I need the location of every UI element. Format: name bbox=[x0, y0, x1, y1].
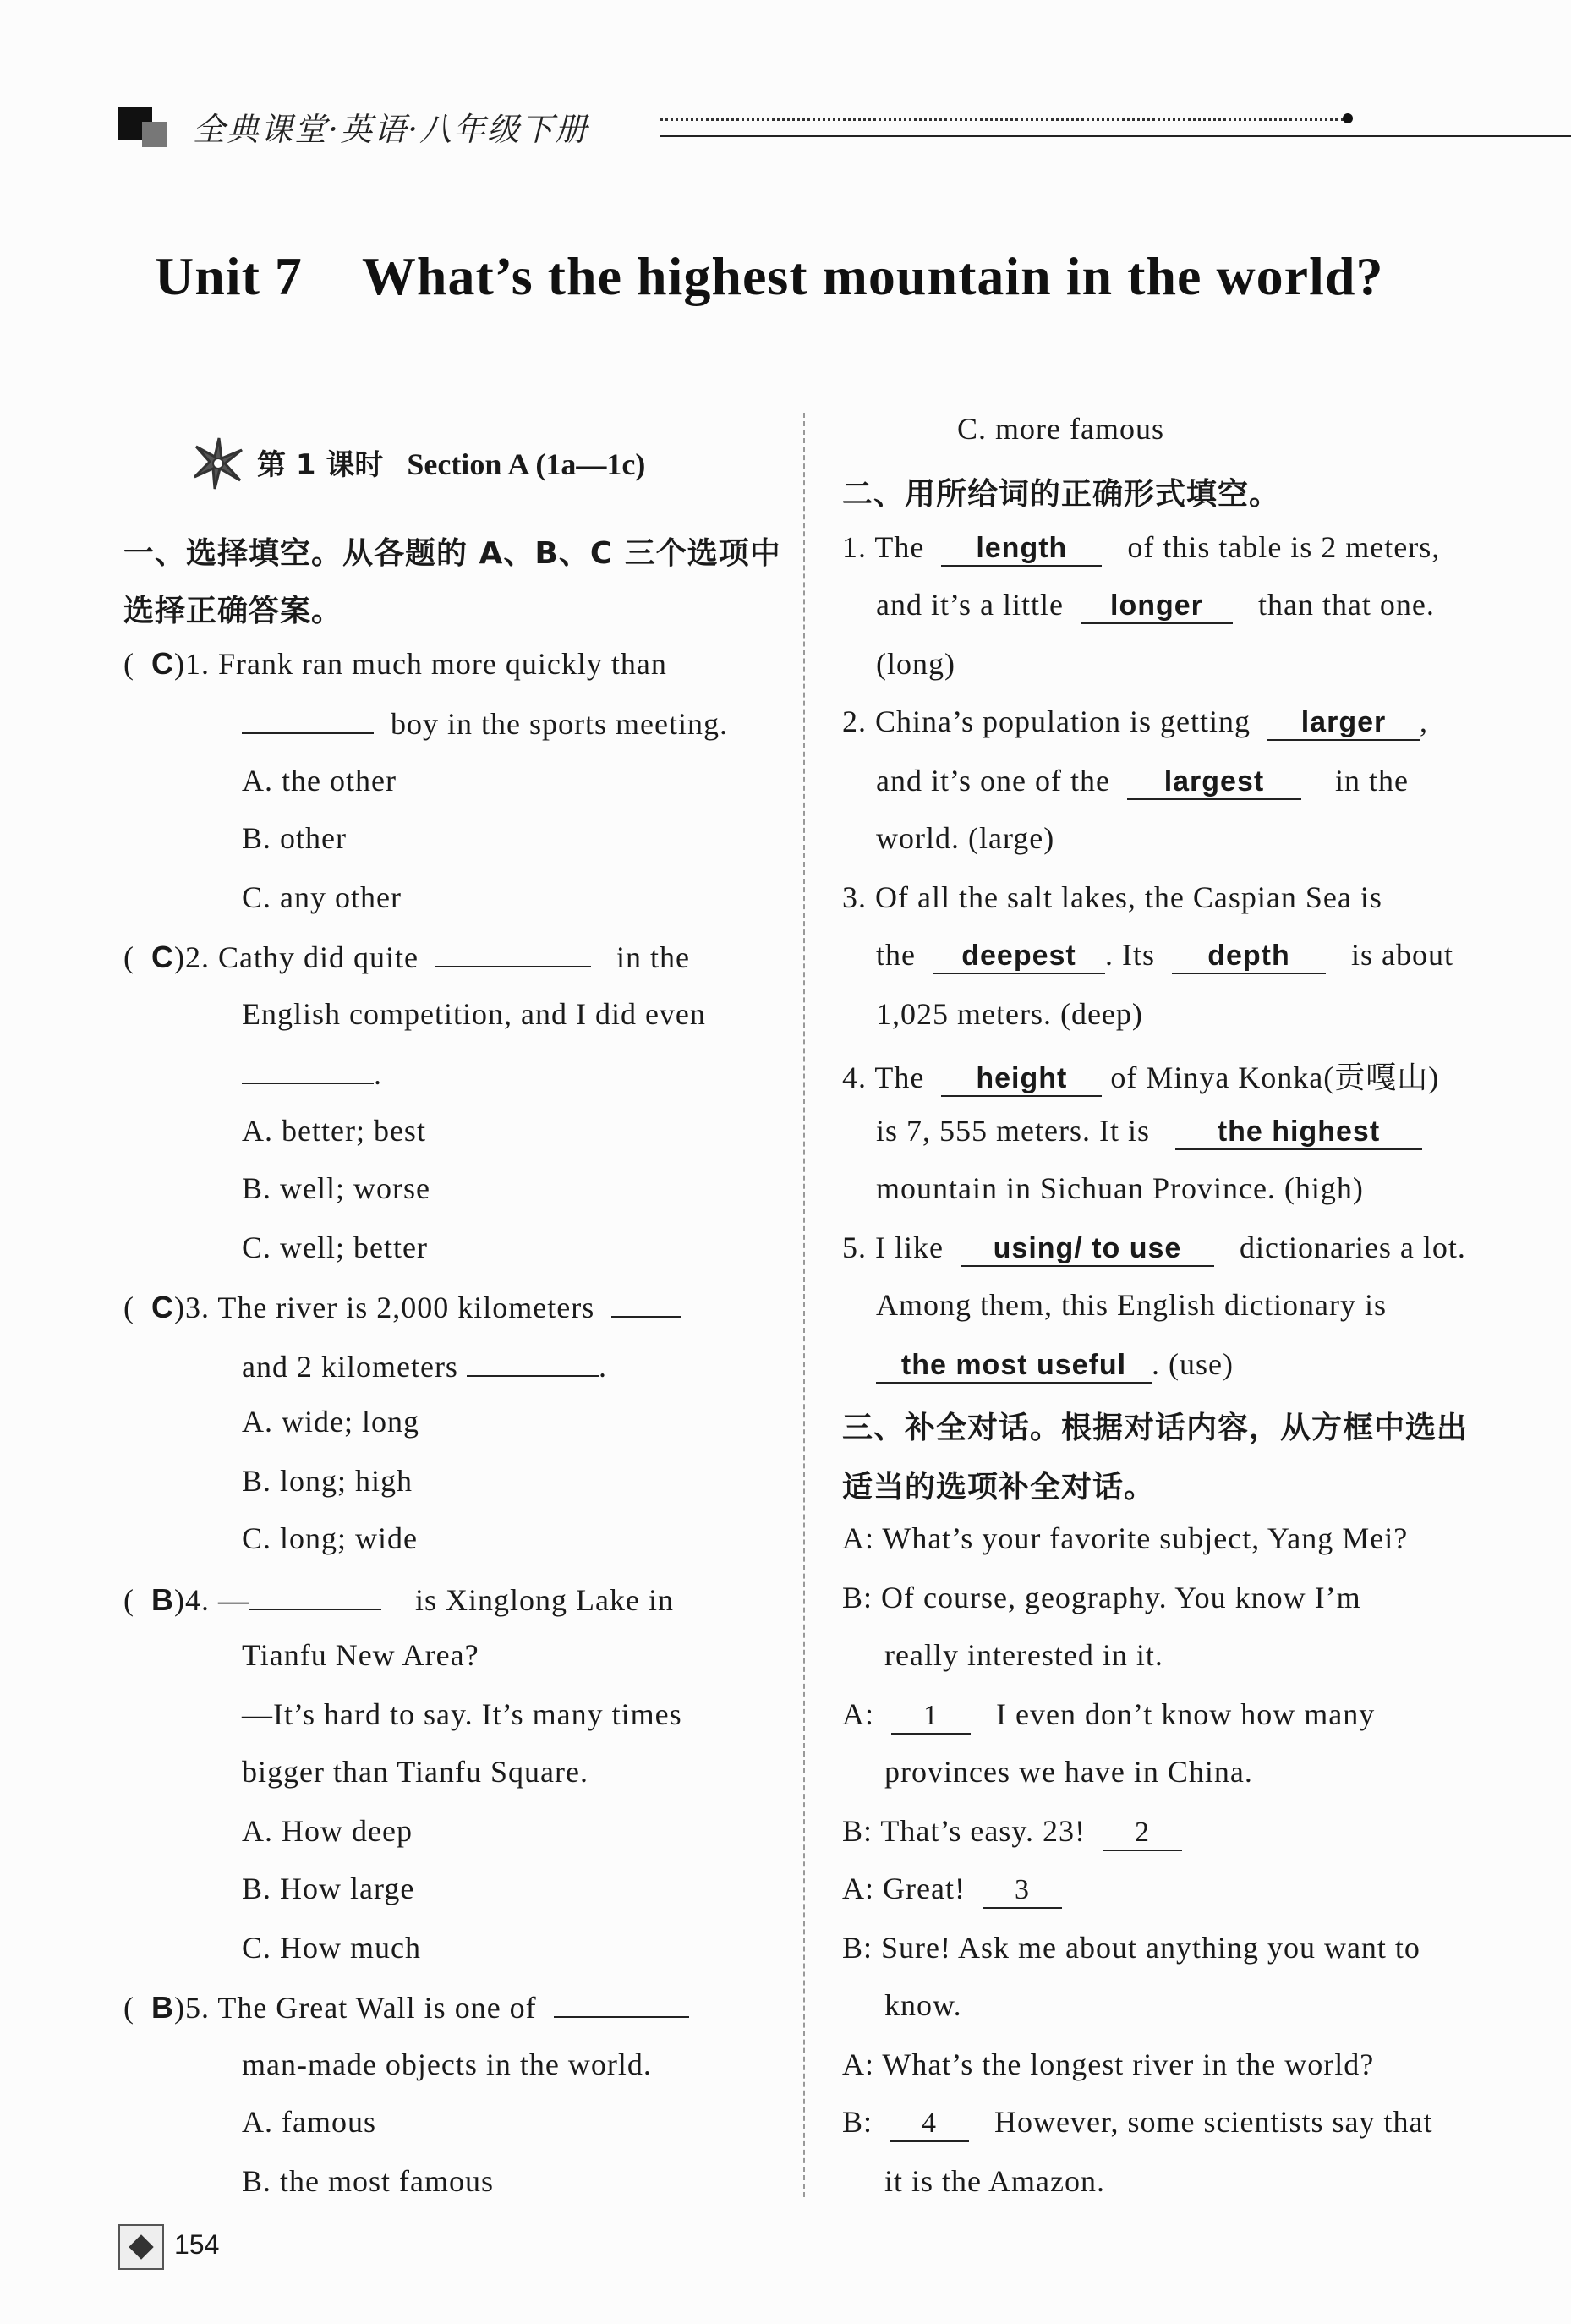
d3-speaker: A: bbox=[842, 1697, 874, 1731]
lesson-section: Section A (1a—1c) bbox=[407, 447, 646, 481]
q3-option-c[interactable]: C. long; wide bbox=[242, 1521, 418, 1555]
header-title: 全典课堂·英语·八年级下册 bbox=[193, 111, 589, 148]
q5-option-b[interactable]: B. the most famous bbox=[242, 2164, 494, 2198]
q2-line2: English competition, and I did even bbox=[242, 997, 706, 1031]
part2-item-2 bbox=[842, 704, 1428, 741]
q4-option-a[interactable]: A. How deep bbox=[242, 1814, 413, 1848]
s2-text-c: and it’s one of the bbox=[876, 764, 1110, 798]
dialog-line-3-cont: provinces we have in China. bbox=[884, 1755, 1253, 1789]
q3-blank-1[interactable] bbox=[611, 1287, 681, 1318]
part1-heading: 一、选择填空。从各题的 A、B、C 三个选项中 bbox=[123, 536, 781, 571]
q3-option-a[interactable]: A. wide; long bbox=[242, 1405, 419, 1439]
q1-option-a[interactable]: A. the other bbox=[242, 764, 397, 798]
s5-answer-1[interactable]: using/ to use bbox=[961, 1231, 1214, 1267]
s5-line2: Among them, this English dictionary is bbox=[876, 1288, 1387, 1322]
s4-answer-1[interactable]: height bbox=[941, 1061, 1102, 1097]
s1-text-d: than that one. bbox=[1257, 588, 1435, 622]
s1-text-c: and it’s a little bbox=[876, 588, 1064, 622]
q5-answer[interactable]: B bbox=[151, 1990, 174, 2025]
s4-text-c: is 7, 555 meters. It is bbox=[876, 1114, 1150, 1148]
q3-answer[interactable]: C bbox=[151, 1290, 174, 1324]
d8-speaker: B: bbox=[842, 2105, 873, 2139]
s3-text-a: the bbox=[876, 938, 916, 972]
unit-title bbox=[155, 245, 1383, 308]
q3-stem-cont: and 2 kilometers bbox=[242, 1350, 458, 1384]
q1-stem-cont: boy in the sports meeting. bbox=[391, 707, 728, 741]
q5-stem: )5. The Great Wall is one of bbox=[174, 1991, 537, 2025]
s4-text-b: of Minya Konka(贡嘎山) bbox=[1110, 1061, 1440, 1094]
q2-option-b[interactable]: B. well; worse bbox=[242, 1171, 430, 1205]
q2-blank-1[interactable] bbox=[435, 937, 591, 967]
s5-text-b: dictionaries a lot. bbox=[1239, 1231, 1466, 1264]
part3-heading: 三、补全对话。根据对话内容，从方框中选出 bbox=[842, 1411, 1469, 1445]
dialog-line-8-cont: it is the Amazon. bbox=[884, 2164, 1105, 2198]
s3-text-c: is about bbox=[1350, 938, 1453, 972]
dialog-blank-4[interactable]: 4 bbox=[890, 2107, 969, 2142]
s4-line3: mountain in Sichuan Province. (high) bbox=[876, 1171, 1364, 1205]
lesson-label: 第 1 课时 bbox=[257, 448, 384, 482]
s5-line3 bbox=[876, 1346, 1234, 1384]
s1-answer-1[interactable]: length bbox=[941, 531, 1102, 567]
q2-option-a[interactable]: A. better; best bbox=[242, 1114, 426, 1148]
d5-text: A: Great! bbox=[842, 1872, 966, 1905]
question-1: ( C)1. Frank ran much more quickly than bbox=[123, 646, 667, 681]
d3-text: I even don’t know how many bbox=[996, 1697, 1376, 1731]
question-2: ( C)2. Cathy did quite in the bbox=[123, 937, 690, 975]
s2-text-d: in the bbox=[1334, 764, 1409, 798]
q4-line3: —It’s hard to say. It’s many times bbox=[242, 1697, 682, 1731]
q3-option-b[interactable]: B. long; high bbox=[242, 1464, 413, 1498]
d8-text: However, some scientists say that bbox=[994, 2105, 1433, 2139]
s2-answer-2[interactable]: largest bbox=[1127, 765, 1301, 800]
s1-line2 bbox=[876, 587, 1435, 624]
part2-item-5 bbox=[842, 1230, 1466, 1267]
q1-option-c[interactable]: C. any other bbox=[242, 880, 402, 914]
dialog-line-7: A: What’s the longest river in the world? bbox=[842, 2047, 1375, 2081]
q1-answer[interactable]: C bbox=[151, 646, 174, 681]
d4-text: B: That’s easy. 23! bbox=[842, 1814, 1086, 1848]
q4-line2: Tianfu New Area? bbox=[242, 1638, 479, 1672]
q2-option-c[interactable]: C. well; better bbox=[242, 1231, 428, 1264]
s3-text-b: . Its bbox=[1104, 938, 1155, 972]
page-number: 154 bbox=[174, 2229, 220, 2260]
s1-text-a: 1. The bbox=[842, 530, 925, 564]
q2-period: . bbox=[374, 1057, 382, 1091]
q4-stem: )4. — bbox=[174, 1583, 249, 1617]
s5-text-c: . (use) bbox=[1152, 1347, 1234, 1381]
q4-option-c[interactable]: C. How much bbox=[242, 1931, 421, 1965]
dialog-line-1: A: What’s your favorite subject, Yang Mei? bbox=[842, 1521, 1409, 1555]
unit-number: Unit 7 bbox=[155, 246, 303, 306]
s2-line2 bbox=[876, 763, 1409, 800]
header-block-shade-icon bbox=[142, 122, 167, 147]
s4-text-a: 4. The bbox=[842, 1061, 925, 1094]
s4-answer-2[interactable]: the highest bbox=[1175, 1115, 1422, 1150]
page-number-badge bbox=[118, 2224, 164, 2270]
dialog-line-8 bbox=[842, 2104, 1432, 2142]
q5-option-c[interactable]: C. more famous bbox=[957, 412, 1164, 446]
q4-blank[interactable] bbox=[249, 1580, 381, 1610]
q4-line4: bigger than Tianfu Square. bbox=[242, 1755, 588, 1789]
dialog-line-4 bbox=[842, 1813, 1182, 1851]
s5-text-a: 5. I like bbox=[842, 1231, 944, 1264]
q1-blank[interactable] bbox=[242, 704, 374, 734]
q4-option-b[interactable]: B. How large bbox=[242, 1872, 415, 1905]
q4-answer[interactable]: B bbox=[151, 1582, 174, 1617]
dialog-blank-2[interactable]: 2 bbox=[1103, 1816, 1182, 1851]
q2-answer[interactable]: C bbox=[151, 940, 174, 974]
question-5: ( B)5. The Great Wall is one of bbox=[123, 1987, 689, 2025]
q5-blank[interactable] bbox=[554, 1987, 689, 2018]
dialog-line-2-cont: really interested in it. bbox=[884, 1638, 1163, 1672]
q2-blank-2[interactable] bbox=[242, 1054, 374, 1084]
s2-line3: world. (large) bbox=[876, 821, 1055, 855]
q5-option-a[interactable]: A. famous bbox=[242, 2105, 376, 2139]
q2-stem: )2. Cathy did quite bbox=[174, 940, 419, 974]
s3-line2 bbox=[876, 937, 1453, 974]
dialog-line-6-cont: know. bbox=[884, 1988, 962, 2022]
q4-stem-b: is Xinglong Lake in bbox=[415, 1583, 674, 1617]
q1-option-b[interactable]: B. other bbox=[242, 821, 347, 855]
part1-heading-cont: 选择正确答案。 bbox=[123, 594, 343, 628]
s4-line2 bbox=[876, 1113, 1422, 1150]
part2-item-4 bbox=[842, 1054, 1439, 1097]
question-3: ( C)3. The river is 2,000 kilometers bbox=[123, 1287, 681, 1325]
q3-blank-2[interactable] bbox=[467, 1346, 599, 1377]
diamond-icon bbox=[129, 2234, 153, 2259]
s3-line3: 1,025 meters. (deep) bbox=[876, 997, 1143, 1031]
part2-heading: 二、用所给词的正确形式填空。 bbox=[842, 477, 1281, 512]
q3-period: . bbox=[598, 1350, 607, 1384]
q3-stem: )3. The river is 2,000 kilometers bbox=[174, 1291, 595, 1324]
column-divider bbox=[803, 413, 805, 2197]
q3-line2 bbox=[242, 1346, 607, 1384]
s1-answer-2[interactable]: longer bbox=[1081, 589, 1233, 624]
part3-heading-cont: 适当的选项补全对话。 bbox=[842, 1470, 1156, 1505]
s2-text-b: , bbox=[1419, 704, 1428, 738]
dialog-blank-1[interactable]: 1 bbox=[891, 1699, 971, 1735]
header-dotted-rule bbox=[660, 118, 1344, 121]
star-flower-icon bbox=[189, 433, 249, 492]
q1-stem: )1. Frank ran much more quickly than bbox=[174, 647, 667, 681]
header-rule bbox=[660, 135, 1571, 137]
dialog-blank-3[interactable]: 3 bbox=[983, 1873, 1062, 1909]
q1-line2 bbox=[242, 704, 728, 742]
s2-answer-1[interactable]: larger bbox=[1267, 705, 1420, 741]
q2-stem-b: in the bbox=[616, 940, 690, 974]
s1-line3: (long) bbox=[876, 647, 955, 681]
header-dot-icon bbox=[1343, 113, 1353, 123]
part2-item-3: 3. Of all the salt lakes, the Caspian Sea is bbox=[842, 880, 1382, 914]
q5-line2: man-made objects in the world. bbox=[242, 2047, 652, 2081]
s3-answer-2[interactable]: depth bbox=[1172, 939, 1326, 974]
s5-answer-2[interactable]: the most useful bbox=[876, 1348, 1152, 1384]
question-4: ( B)4. — is Xinglong Lake in bbox=[123, 1580, 674, 1618]
unit-title-text: What’s the highest mountain in the world? bbox=[361, 246, 1384, 306]
dialog-line-3 bbox=[842, 1696, 1375, 1735]
s1-text-b: of this table is 2 meters, bbox=[1127, 530, 1441, 564]
part2-item-1 bbox=[842, 529, 1440, 567]
lesson-header bbox=[189, 430, 731, 489]
s2-text-a: 2. China’s population is getting bbox=[842, 704, 1251, 738]
q2-line3 bbox=[242, 1054, 382, 1092]
dialog-line-5 bbox=[842, 1871, 1062, 1909]
page-header bbox=[118, 100, 1505, 159]
dialog-line-2: B: Of course, geography. You know I’m bbox=[842, 1581, 1361, 1614]
dialog-line-6: B: Sure! Ask me about anything you want to bbox=[842, 1931, 1420, 1965]
s3-answer-1[interactable]: deepest bbox=[933, 939, 1105, 974]
